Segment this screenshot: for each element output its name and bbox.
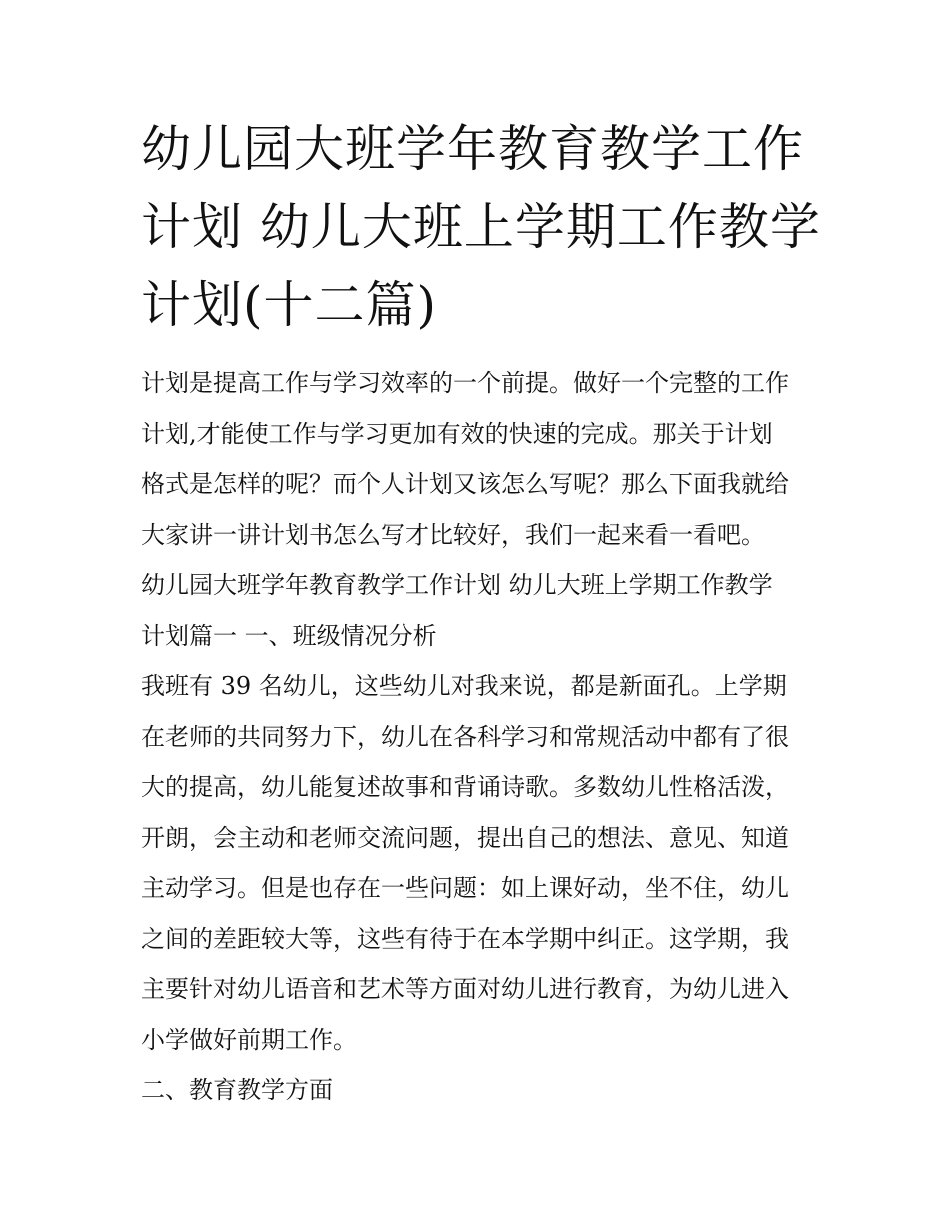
document-title: 幼儿园大班学年教育教学工作 计划 幼儿大班上学期工作教学 计划(十二篇) — [141, 120, 821, 334]
section-heading-teaching: 二、教育教学方面 — [141, 1076, 333, 1104]
section-heading-class-analysis: 幼儿园大班学年教育教学工作计划 幼儿大班上学期工作教学 计划篇一 一、班级情况分析 — [141, 571, 773, 650]
class-analysis-paragraph: 我班有 39 名幼儿，这些幼儿对我来说，都是新面孔。上学期 在老师的共同努力下，幼儿在各科学习和常规活动中都有了很 大的提高，幼儿能复述故事和背诵诗歌。多数幼儿性格活泼， 开朗，会主动和老师交流问题，提出自己的想法、意见、知道 主动学习。但是也存在一些问题：如上课好动，坐不住，幼儿 之间的差距较大等，这些有待于在本学期中纠正。这学期，我 主要针对幼儿语音和艺术等方面对幼儿进行教育，为幼儿进入 小学做好前期工作。 — [141, 672, 789, 1054]
intro-paragraph: 计划是提高工作与学习效率的一个前提。做好一个完整的工作 计划,才能使工作与学习更加有效的快速的完成。那关于计划 格式是怎样的呢？而个人计划又该怎么写呢？那么下面我就给 大家讲一讲计划书怎么写才比较好，我们一起来看一看吧。 — [141, 369, 789, 549]
document-body — [141, 358, 821, 1116]
document-content — [141, 110, 821, 1116]
